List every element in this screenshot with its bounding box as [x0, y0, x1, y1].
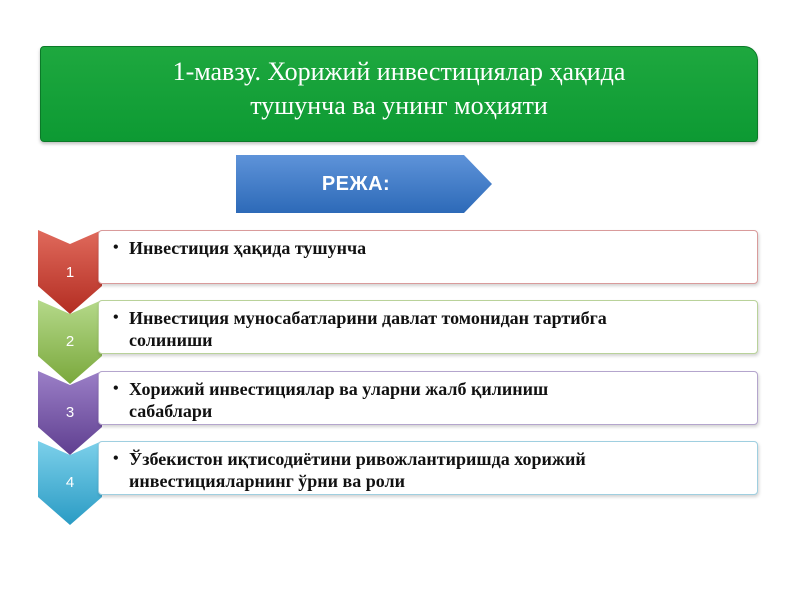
plan-item-text-line-2: солиниши: [129, 330, 213, 350]
plan-item-text-line-2: инвестицияларнинг ўрни ва роли: [129, 471, 405, 491]
plan-item-text-line-1: Ўзбекистон иқтисодиётини ривожлантиришда хорижий: [129, 449, 586, 469]
plan-item-text-line-1: Инвестиция муносабатларини давлат томонидан тартибга: [129, 308, 607, 328]
plan-item-text: Инвестиция ҳақида тушунча: [129, 238, 367, 258]
item-number: 4: [65, 474, 75, 491]
bullet-dot-icon: •: [113, 380, 119, 397]
plan-item-card: [98, 300, 758, 354]
topic-title-banner: [40, 46, 758, 142]
plan-label: РЕЖА:: [321, 173, 391, 195]
plan-item-card: [98, 371, 758, 425]
item-number: 1: [65, 264, 75, 281]
plan-item-card: [98, 230, 758, 284]
item-number: 2: [65, 333, 75, 350]
topic-title-line-1: 1-мавзу. Хорижий инвестициялар ҳақида: [172, 57, 626, 86]
plan-item-text-line-1: Хорижий инвестициялар ва уларни жалб қилиниш: [129, 379, 549, 399]
bullet-dot-icon: •: [113, 450, 119, 467]
plan-arrow-banner: [236, 155, 494, 213]
topic-title-line-2: тушунча ва унинг моҳияти: [250, 91, 548, 120]
item-number: 3: [65, 404, 75, 421]
plan-item-card: [98, 441, 758, 495]
bullet-dot-icon: •: [113, 239, 119, 256]
plan-item-4: [38, 441, 760, 541]
bullet-dot-icon: •: [113, 309, 119, 326]
plan-item-text-line-2: сабаблари: [129, 401, 213, 421]
